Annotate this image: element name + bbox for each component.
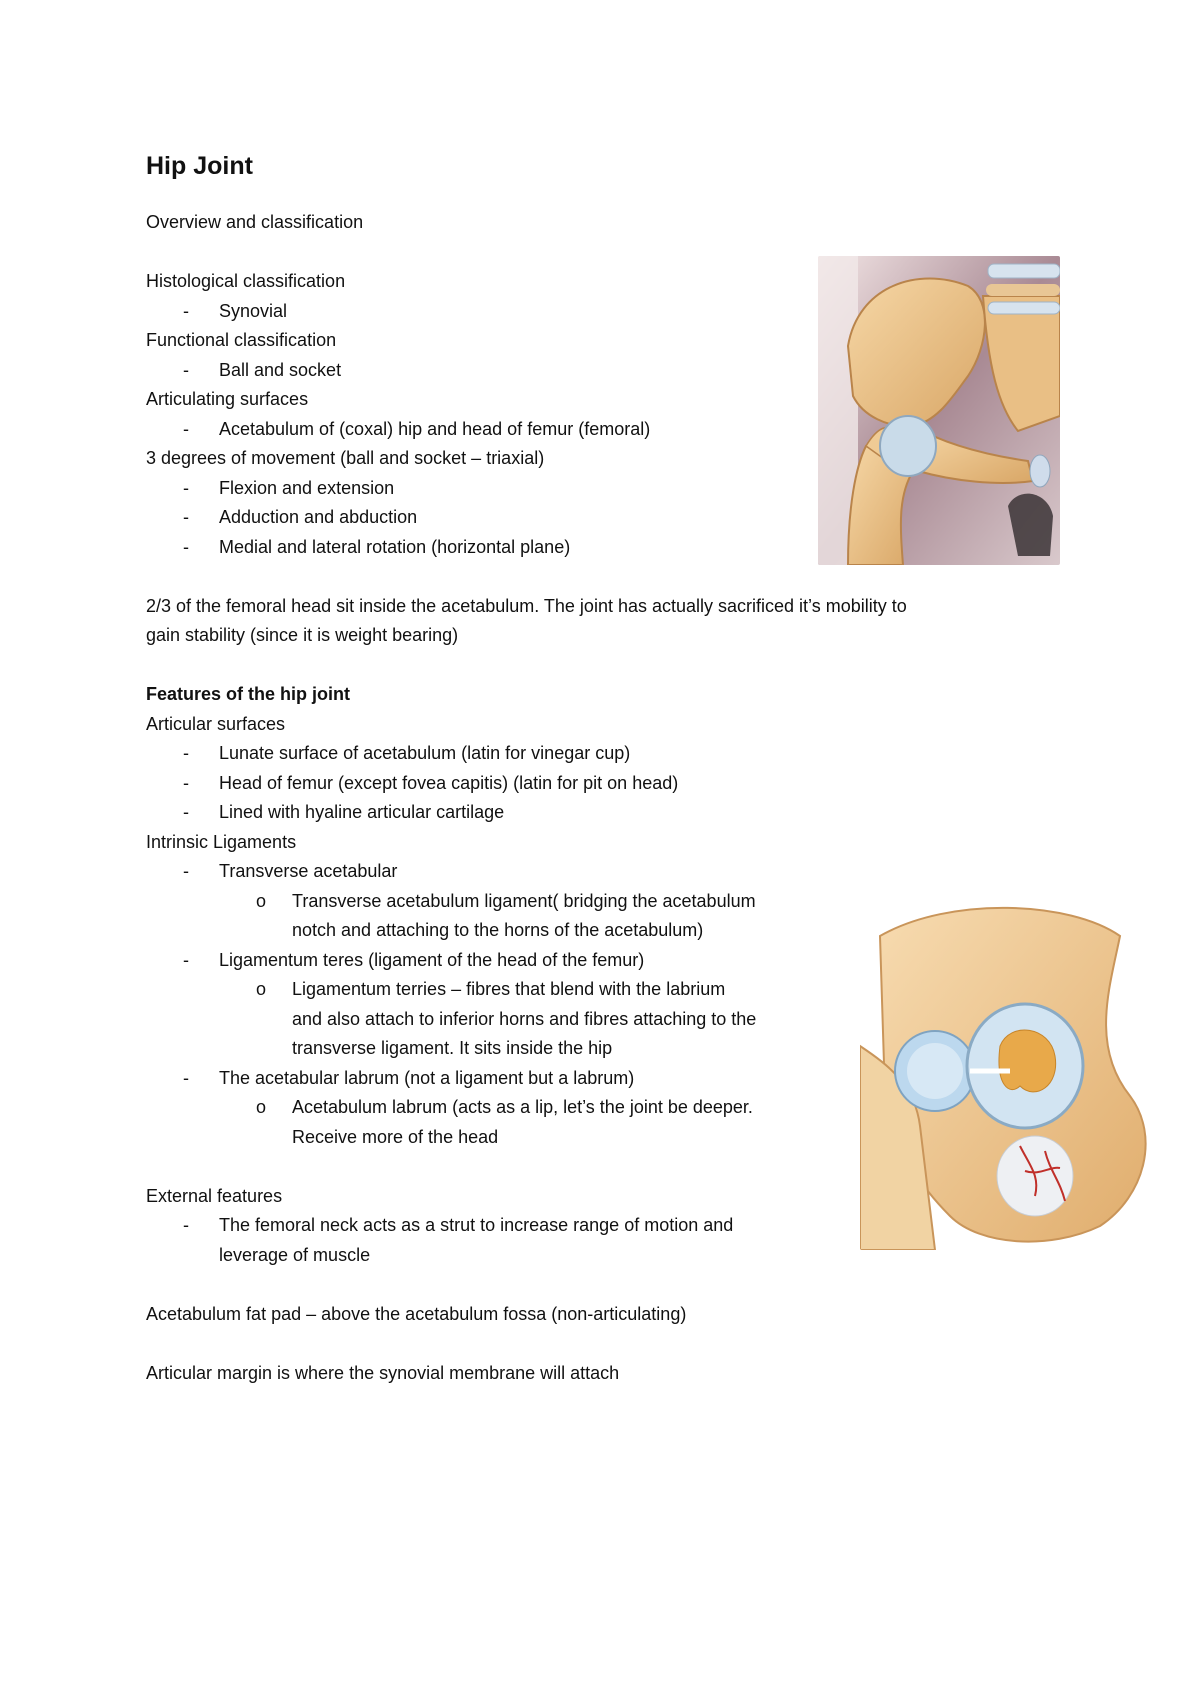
articular-margin-line: Articular margin is where the synovial membrane will attach (146, 1362, 620, 1383)
dash-marker: - (183, 507, 189, 527)
histological-label: Histological classification (146, 271, 346, 291)
circle-marker: o (256, 1097, 267, 1117)
dash-marker: - (183, 772, 189, 793)
articulating-label: Articulating surfaces (146, 389, 309, 409)
dash-marker: - (183, 300, 189, 321)
features-heading: Features of the hip joint (146, 684, 351, 704)
dash-marker: - (183, 802, 189, 822)
paragraph-line: gain stability (since it is weight bearing) (146, 625, 459, 645)
sub-list-item: o Ligamentum terries – fibres that blend with the labrium (146, 975, 1076, 1005)
overview-heading: Overview and classification (146, 212, 364, 232)
sub-list-item: o Acetabulum labrum (acts as a lip, let’s the joint be deeper. (146, 1093, 1076, 1123)
list-item: - Lined with hyaline articular cartilage (146, 798, 1076, 828)
sub-list-continuation: and also attach to inferior horns and fibres attaching to the (292, 1008, 757, 1029)
list-continuation: leverage of muscle (219, 1244, 371, 1265)
external-label: External features (146, 1185, 283, 1206)
functional-label: Functional classification (146, 330, 337, 350)
list-item: - Flexion and extension (146, 474, 1076, 504)
list-item: - The acetabular labrum (not a ligament but a labrum) (146, 1064, 1076, 1094)
paragraph-line: 2/3 of the femoral head sit inside the acetabulum. The joint has actually sacrificed it’s mobility to (146, 595, 907, 616)
list-item: - Medial and lateral rotation (horizontal plane) (146, 533, 1076, 563)
dash-marker: - (183, 418, 189, 439)
list-item: - Adduction and abduction (146, 503, 1076, 533)
list-item: - Acetabulum of (coxal) hip and head of femur (femoral) (146, 415, 1076, 445)
dash-marker: - (183, 743, 189, 763)
circle-marker: o (256, 890, 267, 911)
list-item: - Transverse acetabular (146, 857, 1076, 887)
fat-pad-line: Acetabulum fat pad – above the acetabulum fossa (non-articulating) (146, 1303, 687, 1324)
sub-list-item: o Transverse acetabulum ligament( bridging the acetabulum (146, 887, 1076, 917)
dash-marker: - (183, 477, 189, 498)
list-item: - Ligamentum teres (ligament of the head of the femur) (146, 946, 1076, 976)
dash-marker: - (183, 1067, 189, 1088)
dash-marker: - (183, 861, 189, 881)
sub-list-continuation: notch and attaching to the horns of the acetabulum) (292, 920, 704, 940)
list-item: - Head of femur (except fovea capitis) (latin for pit on head) (146, 769, 1076, 799)
dash-marker: - (183, 1215, 189, 1235)
dash-marker: - (183, 536, 189, 557)
acetabulum-ligaments-illustration (860, 896, 1160, 1250)
list-item: - The femoral neck acts as a strut to increase range of motion and (146, 1211, 1076, 1241)
sub-list-continuation: transverse ligament. It sits inside the hip (292, 1038, 613, 1058)
circle-marker: o (256, 979, 267, 999)
sub-list-continuation: Receive more of the head (292, 1126, 499, 1147)
list-item: - Synovial (146, 297, 1076, 327)
page-title: Hip Joint (146, 152, 253, 180)
list-item: - Lunate surface of acetabulum (latin for vinegar cup) (146, 739, 1076, 769)
dash-marker: - (183, 949, 189, 970)
dash-marker: - (183, 359, 189, 380)
movement-label: 3 degrees of movement (ball and socket – triaxial) (146, 448, 545, 468)
list-item: - Ball and socket (146, 356, 1076, 386)
articular-surfaces-label: Articular surfaces (146, 713, 286, 734)
intrinsic-label: Intrinsic Ligaments (146, 831, 297, 852)
hip-joint-anterior-illustration (818, 256, 1060, 565)
